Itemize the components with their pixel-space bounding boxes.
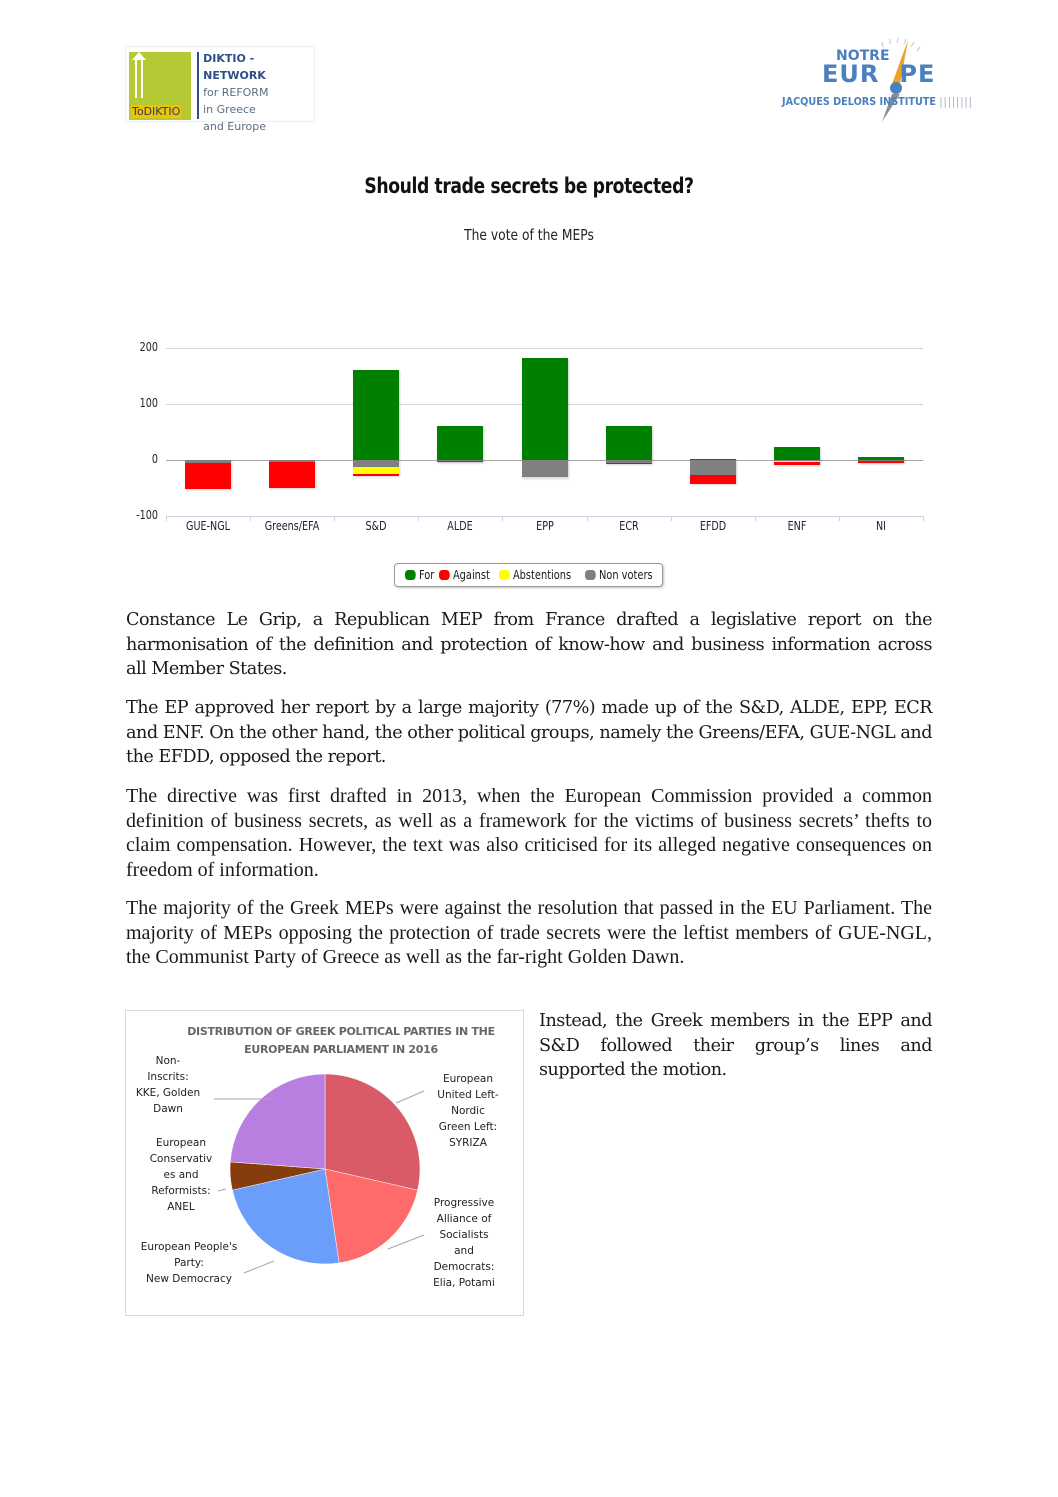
x-axis-category-label: NI <box>875 519 886 533</box>
x-axis-category-label: Greens/EFA <box>264 519 320 533</box>
leader-line <box>244 1261 274 1273</box>
bar-segment-against <box>774 462 820 465</box>
side-paragraph: Instead, the Greek members in the EPP and S&D followed their group’s lines and supported the motion. <box>539 1011 932 1080</box>
bar-segment-for <box>606 426 652 460</box>
diktio-logo-text: DIKTIO - NETWORK for REFORM in Greece and Europe <box>203 52 269 133</box>
legend-swatch-icon <box>585 570 596 580</box>
legend-swatch-icon <box>499 570 510 580</box>
bar-segment-non-voters <box>690 460 736 475</box>
pie-label-s-and-d: Progressive Alliance of Socialists and Democrats: Elia, Potami <box>433 1197 495 1289</box>
bar-segment-against <box>269 462 315 488</box>
legend-swatch-icon <box>439 570 450 580</box>
paragraph-3: The directive was first drafted in 2013, when the European Commission provided a common definition of business secrets, as well as a framework for the victims of business secrets’ thefts to claim compensation. However, the text was also criticised for its alleged negative consequences on freedom of information. <box>126 785 932 881</box>
bar-segment-for <box>437 426 483 460</box>
pie-title: DISTRIBUTION OF GREEK POLITICAL PARTIES IN THE EUROPEAN PARLIAMENT IN 2016 <box>187 1025 495 1056</box>
pie-label-epp: European People's Party: New Democracy <box>140 1241 238 1285</box>
greek-parties-pie-chart <box>125 1010 524 1316</box>
legend-item-abstentions: Abstentions <box>499 568 571 582</box>
bar-segment-against <box>353 474 399 476</box>
x-axis-category-label: ALDE <box>447 519 474 533</box>
x-axis <box>166 516 923 517</box>
y-axis-tick-label: 200 <box>139 340 158 354</box>
pie-label-ecr: European Conservativ es and Reformists: ANEL <box>149 1137 213 1213</box>
x-axis-category-label: EPP <box>535 519 554 533</box>
pie-label-gue-ngl: European United Left- Nordic Green Left: SYRIZA <box>437 1073 499 1149</box>
leader-line <box>396 1091 424 1103</box>
bar-segment-abstentions <box>522 477 568 479</box>
chart-subtitle: The vote of the MEPs <box>464 226 594 244</box>
notre-europe-logo: NOTRE EUR PE JACQUES DELORS INSTITUTE |||||||| <box>782 36 987 124</box>
chart-legend <box>394 563 663 587</box>
legend-swatch-icon <box>405 570 416 580</box>
bar-segment-against <box>858 461 904 463</box>
paragraph-4: The majority of the Greek MEPs were against the resolution that passed in the EU Parliament. The majority of MEPs opposing the protection of trade secrets were the leftist members of GUE-NGL, the Communist Party of Greece as well as the far-right Golden Dawn. <box>126 897 932 968</box>
bar-segment-for <box>774 447 820 460</box>
bar-segment-non-voters <box>522 460 568 477</box>
pie-label-non-inscrits: Non- Inscrits: KKE, Golden Dawn <box>135 1055 201 1115</box>
diktio-logo-mark <box>129 52 191 120</box>
x-axis-category-label: ECR <box>618 519 639 533</box>
legend-item-for: For <box>405 568 434 582</box>
bar-segment-against <box>437 461 483 463</box>
x-axis-category-label: GUE-NGL <box>186 519 231 533</box>
bar-segment-non-voters <box>353 460 399 467</box>
europe-wordmark: EUR PE <box>822 60 936 88</box>
pie-slice <box>230 1074 325 1169</box>
y-axis-tick-label: -100 <box>136 508 158 522</box>
diktio-mark-text: ToDIKTIO <box>132 105 181 118</box>
paragraph-2: The EP approved her report by a large majority (77%) made up of the S&D, ALDE, EPP, ECR and ENF. On the other hand, the other political groups, namely the Greens/EFA, GUE-NGL and the EFDD, opposed the report. <box>126 698 932 767</box>
x-axis-category-label: EFDD <box>699 519 726 533</box>
bar-segment-for <box>522 358 568 460</box>
bar-segment-abstentions <box>353 467 399 474</box>
bar-segment-against <box>690 475 736 484</box>
legend-item-against: Against <box>439 568 490 582</box>
x-axis-category-label: ENF <box>787 519 807 533</box>
bar-segment-for <box>353 370 399 460</box>
page-title: Should trade secrets be protected? <box>364 174 694 198</box>
paragraph-1: Constance Le Grip, a Republican MEP from France drafted a legislative report on the harmonisation of the definition and protection of know-how and business information across all Member States. <box>126 610 932 679</box>
gridline <box>166 348 923 349</box>
x-axis-category-label: S&D <box>365 519 387 533</box>
bar-segment-against <box>606 463 652 465</box>
bar-segment-against <box>185 463 231 489</box>
leader-line <box>388 1235 424 1249</box>
mep-vote-bar-chart <box>130 335 930 550</box>
y-axis-tick-label: 100 <box>139 396 158 410</box>
legend-item-non-voters: Non voters <box>585 568 653 582</box>
diktio-logo <box>125 46 315 133</box>
y-axis-tick-label: 0 <box>151 452 158 466</box>
